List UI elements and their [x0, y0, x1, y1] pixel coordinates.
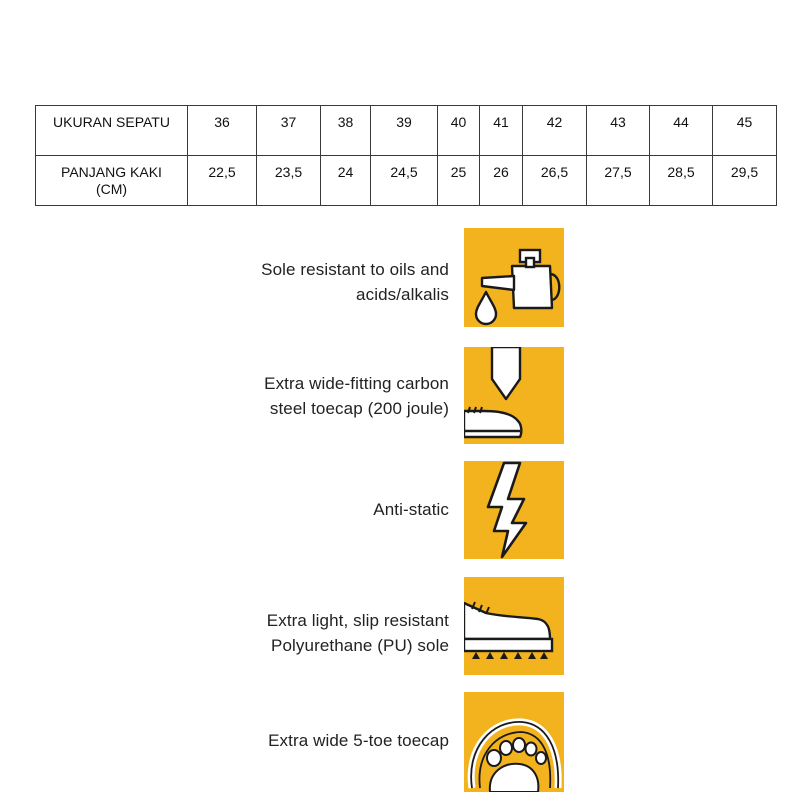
shoe-size-row [36, 106, 777, 156]
length-cell: 28,5 [650, 156, 713, 206]
size-cell: 44 [650, 106, 713, 156]
length-cell: 27,5 [587, 156, 650, 206]
foot-length-row [36, 156, 777, 206]
size-cell: 39 [371, 106, 438, 156]
feature-oil-resistant [0, 228, 800, 327]
size-cell: 36 [188, 106, 257, 156]
size-cell: 45 [713, 106, 777, 156]
length-cell: 22,5 [188, 156, 257, 206]
five-toe-foot-icon [464, 692, 564, 792]
feature-icon-tile [464, 347, 564, 444]
feature-anti-static [0, 461, 800, 559]
row-header: PANJANG KAKI (CM) [36, 156, 188, 206]
size-cell: 38 [321, 106, 371, 156]
feature-label: Extra wide 5-toe toecap [268, 731, 449, 750]
length-cell: 29,5 [713, 156, 777, 206]
feature-icon-tile [464, 228, 564, 327]
length-cell: 23,5 [257, 156, 321, 206]
length-cell: 26,5 [523, 156, 587, 206]
feature-label: Sole resistant to oils and acids/alkalis [261, 260, 449, 304]
toecap-impact-icon [464, 347, 564, 444]
feature-icon-tile [464, 692, 564, 792]
size-cell: 43 [587, 106, 650, 156]
size-cell: 40 [438, 106, 480, 156]
shoe-size-table [35, 105, 777, 206]
size-cell: 42 [523, 106, 587, 156]
length-cell: 24,5 [371, 156, 438, 206]
feature-label: Anti-static [373, 500, 449, 519]
slip-resistant-sole-icon [464, 577, 564, 675]
size-cell: 37 [257, 106, 321, 156]
size-cell: 41 [480, 106, 523, 156]
feature-label: Extra wide-fitting carbon steel toecap (200 joule) [264, 374, 449, 418]
length-cell: 24 [321, 156, 371, 206]
feature-pu-sole [0, 577, 800, 675]
lightning-bolt-icon [464, 461, 564, 559]
feature-label: Extra light, slip resistant Polyurethane (PU) sole [266, 611, 449, 655]
length-cell: 25 [438, 156, 480, 206]
feature-icon-tile [464, 577, 564, 675]
row-header: UKURAN SEPATU [36, 106, 188, 156]
feature-steel-toecap [0, 347, 800, 444]
length-cell: 26 [480, 156, 523, 206]
oil-can-drop-icon [464, 228, 564, 327]
feature-five-toe-toecap [0, 692, 800, 792]
feature-icon-tile [464, 461, 564, 559]
